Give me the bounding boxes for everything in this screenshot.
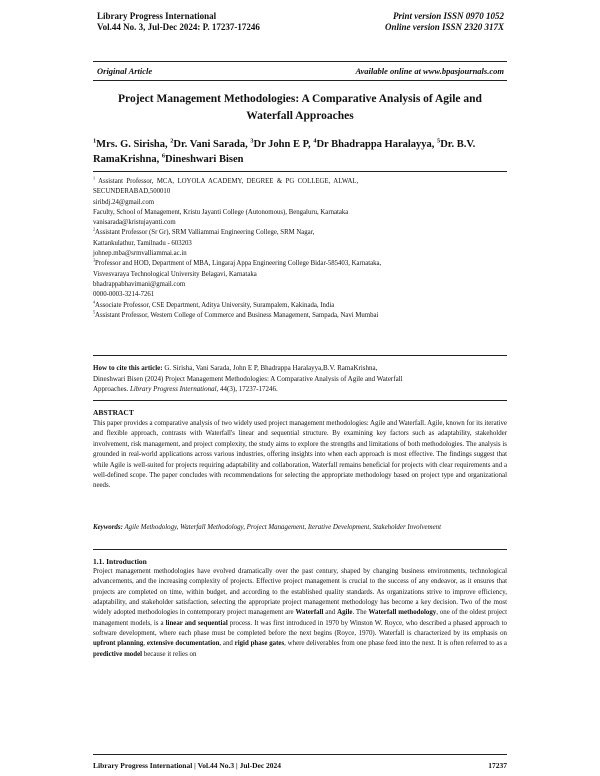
volume-pages: Vol.44 No. 3, Jul-Dec 2024: P. 17237-17246 — [97, 22, 260, 32]
intro-bold: Agile — [337, 609, 353, 617]
intro-text: , — [143, 640, 147, 648]
print-issn: Print version ISSN 0970 1052 — [392, 11, 504, 21]
intro-bold: extensive documentation — [146, 640, 220, 648]
header-divider — [93, 61, 507, 62]
citation-journal: Library Progress International, — [129, 385, 219, 393]
affiliation-line — [93, 301, 507, 311]
journal-header — [97, 11, 260, 33]
article-type: Original Article — [97, 66, 153, 76]
author-5-cont: RamaKrishna, — [93, 154, 162, 165]
keywords-list: Agile Methodology, Waterfall Methodology, Project Management, Iterative Development, Stakeholder Involvement — [122, 524, 442, 531]
abstract-heading: ABSTRACT — [93, 408, 134, 417]
keywords-label: Keywords: — [93, 524, 123, 531]
affiliation-line — [93, 311, 507, 321]
meta-divider — [93, 80, 507, 81]
section-heading: 1.1. Introduction — [93, 557, 147, 566]
intro-bold: linear and sequential — [165, 619, 228, 627]
intro-bold: Waterfall — [295, 609, 324, 617]
citation-text: Approaches. — [93, 385, 130, 393]
intro-text: process. It was first introduced in 1970 by Winston W. Royce, who described a phased approach to software development, where each phase must be completed before the next begins (Royce, 1970). Waterfall is characterized by its emphasis on — [93, 619, 507, 638]
intro-paragraph — [93, 567, 507, 660]
author-5-index: 5 — [437, 137, 441, 145]
affiliation-line — [93, 259, 507, 269]
author-email[interactable]: johnep.mba@srmvalliammai.ac.in — [93, 250, 187, 258]
intro-bold: predictive model — [93, 650, 143, 658]
author-4: Dr Bhadrappa Haralayya, — [316, 139, 438, 150]
citation-block — [93, 363, 507, 395]
citation-line-2: Dineshwari Bisen (2024) Project Management Methodologies: A Comparative Analysis of Agile and Waterfall — [93, 374, 403, 383]
online-issn: Online version ISSN 2320 317X — [384, 22, 504, 32]
citation-text: G. Sirisha, Vani Sarada, John E P, Bhadrappa Haralayya,B.V. RamaKrishna, — [164, 364, 378, 372]
affiliation-line: Visvesvaraya Technological University Belagavi, Karnataka — [93, 270, 257, 278]
affiliation-text: Assistant Professor, MCA, LOYOLA ACADEMY, DEGREE & PG COLLEGE, ALWAL, — [95, 178, 359, 185]
intro-text: , where deliverables from one phase feed into the next. It is often referred to as a — [284, 640, 507, 648]
affiliation-index: 5 — [93, 309, 96, 315]
affiliation-line: Faculty, School of Management, Kristu Jayanti College (Autonomous), Bengaluru, Karnataka — [93, 208, 349, 216]
paper-title — [93, 91, 507, 125]
author-1-index: 1 — [93, 137, 97, 145]
author-5: Dr. B.V. — [440, 139, 476, 150]
title-line-1: Project Management Methodologies: A Comparative Analysis of Agile and — [118, 93, 482, 105]
affiliation-line — [93, 228, 507, 238]
keywords — [93, 523, 507, 533]
affiliation-line: Kattankulathur, Tamilnadu - 603203 — [93, 239, 192, 247]
intro-bold: rigid phase gates — [234, 640, 285, 648]
author-3-index: 3 — [250, 137, 254, 145]
availability-link[interactable]: Available online at www.bpasjournals.com — [355, 66, 504, 76]
author-6-index: 6 — [161, 152, 165, 160]
intro-text: , one of the oldest project management models, is a — [93, 609, 507, 627]
affiliation-index: 2 — [93, 227, 96, 233]
author-email[interactable]: bhadrappabhavimani@gmail.com — [93, 280, 186, 288]
abstract-divider — [93, 400, 507, 401]
intro-text: Project management methodologies have evolved dramatically over the past century, shaped by changing business environments, technological advancements, and the increasing complexity of projects. Effective project management is crucial to the success of any endeavor, as it ensures that projects are completed on time, within budget, and according to the established quality standards. As organizations strive to improve efficiency, adaptability, and stakeholder satisfaction, selecting the appropriate project management methodology has become a key decision. Two of the most widely adopted methodologies in contemporary project management are — [93, 568, 507, 617]
author-2: Dr. Vani Sarada, — [173, 139, 251, 150]
author-3: Dr John E P, — [253, 139, 314, 150]
journal-name: Library Progress International — [97, 11, 217, 21]
intro-bold: upfront planning — [93, 640, 144, 648]
affiliation-text: Assistant Professor (Sr Gr), SRM Valliammai Engineering College, SRM Nagar, — [95, 229, 315, 237]
intro-text: . The — [352, 609, 369, 617]
affiliation-text: Assistant Professor, Western College of Commerce and Business Management, Sampada, Navi Mumbai — [95, 311, 379, 319]
intro-bold: Waterfall methodology — [368, 609, 437, 617]
orcid-id: 0000-0003-3214-7261 — [93, 291, 155, 299]
citation-line-1 — [93, 363, 507, 374]
affiliations — [93, 177, 507, 321]
page-number: 17237 — [488, 761, 507, 770]
affiliation-divider — [93, 171, 507, 172]
issn-header — [385, 11, 504, 33]
affiliation-line: SECUNDERABAD,500010 — [93, 188, 171, 196]
citation-label: How to cite this article: — [93, 364, 165, 372]
intro-text: and — [323, 609, 338, 617]
author-4-index: 4 — [313, 137, 317, 145]
affiliation-index: 3 — [93, 258, 96, 264]
citation-text: 44(3), 17237-17246. — [218, 385, 278, 393]
intro-text: , and — [219, 640, 235, 648]
author-email[interactable]: siribdj.24@gmail.com — [93, 198, 155, 206]
affiliation-index: 1 — [93, 175, 96, 181]
author-1: Mrs. G. Sirisha, — [96, 139, 171, 150]
intro-text: because it relies on — [142, 650, 197, 658]
affiliation-text: Professor and HOD, Department of MBA, Lingaraj Appa Engineering College Bidar-585403, Karnataka, — [95, 260, 382, 268]
citation-line-3 — [93, 384, 507, 395]
affiliation-text: Associate Professor, CSE Department, Aditya University, Surampalem, Kakinada, India — [95, 301, 335, 309]
abstract-body: This paper provides a comparative analysis of two widely used project management methodologies: Agile and Waterfall. Agile, known for its iterative and flexible approach, contrasts with Waterfall's linear and sequential structure. By examining key factors such as adaptability, stakeholder involvement, risk management, and project complexity, the study aims to explore the strengths and limitations of both methodologies. The analysis is grounded in real-world applications across various industries, offering insights into when each approach is most effective. The findings suggest that while Agile is well-suited for projects requiring adaptability and collaboration, Waterfall remains beneficial for projects with clear requirements and a well-defined scope. The paper concludes with recommendations for selecting the appropriate methodology based on project type and organizational needs. — [93, 420, 507, 490]
title-line-2: Waterfall Approaches — [246, 110, 354, 122]
affiliation-line — [93, 177, 507, 187]
affiliation-index: 4 — [93, 299, 96, 305]
footer-divider — [93, 754, 507, 755]
author-list — [93, 137, 507, 167]
footer-journal: Library Progress International | Vol.44 No.3 | Jul-Dec 2024 — [93, 761, 282, 770]
citation-divider — [93, 355, 507, 356]
author-6: Dineshwari Bisen — [165, 154, 244, 165]
author-email[interactable]: vanisarada@kristujayanti.com — [93, 219, 176, 227]
intro-divider — [93, 549, 507, 550]
author-2-index: 2 — [170, 137, 174, 145]
